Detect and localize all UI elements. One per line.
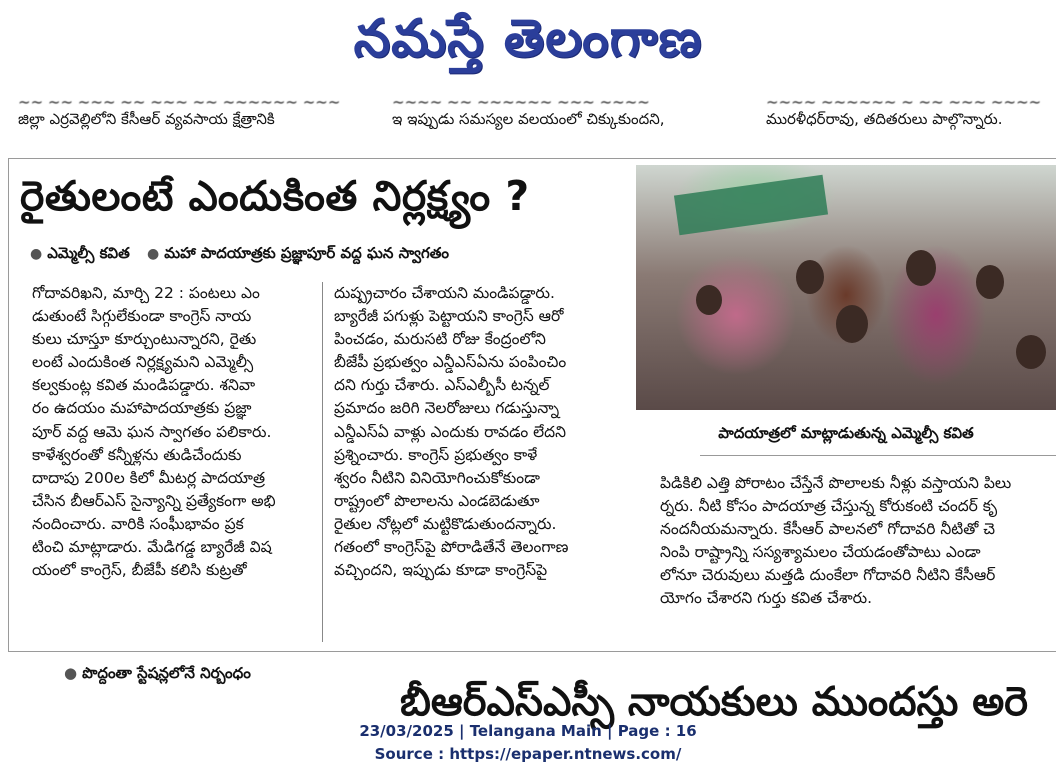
text-line: దాదాపు 200ల కిలో మీటర్ల పాదయాత్ర — [32, 468, 265, 487]
photo-figure — [836, 305, 868, 343]
article-column-1 — [32, 282, 316, 582]
text-line: ఎన్డీఎస్ఏ వాళ్లు ఎందుకు రావడం లేదని — [334, 422, 566, 441]
text-line: యోగం చేశారని గుర్తు కవిత చేశారు. — [660, 589, 873, 608]
photo-figure — [1016, 335, 1046, 369]
text-line: నందనీయమన్నారు. కేసీఆర్ పాలనలో గోదావరి నీటితో చె — [660, 520, 996, 539]
photo-caption: పాదయాత్రలో మాట్లాడుతున్న ఎమ్మెల్సీ కవిత — [718, 424, 974, 442]
photo-figure — [976, 265, 1004, 299]
cut-text-line: ~~ ~~ ~~~ ~~ ~~~ ~~ ~~~~~~ ~~~ — [18, 93, 341, 111]
text-line: రాష్ట్రంలో పొలాలను ఎండబెడుతూ — [334, 491, 540, 510]
text-line: పూర్ వద్ద ఆమె ఘన స్వాగతం పలికారు. — [32, 422, 272, 441]
text-line: ప్రమాదం జరిగి నెలరోజులు గడుస్తున్నా — [334, 399, 560, 418]
text-line: గోదావరిఖని, మార్చి 22 : పంటలు ఎం — [32, 284, 260, 302]
column-divider — [322, 282, 323, 642]
article-photo — [636, 165, 1056, 410]
text-line: టించి మాట్లాడారు. మేడిగడ్డ బ్యారేజీ విష — [32, 538, 272, 557]
footer-edition-info: 23/03/2025 | Telangana Main | Page : 16 — [359, 722, 697, 740]
masthead-title: నమస్తే తెలంగాణ — [353, 8, 703, 69]
subhead-2: మహా పాదయాత్రకు ప్రజ్ఞాపూర్ వద్ద ఘన స్వాగతం — [164, 244, 449, 262]
text-line: డుతుంటే సిగ్గులేకుండా కాంగ్రెస్ నాయ — [32, 307, 252, 326]
caption-divider — [700, 455, 1056, 456]
text-line: లోనూ చెరువులు మత్తడి దుంకేలా గోదావరి నీటిని కేసీఆర్ — [660, 566, 996, 585]
cut-text-line: ~~~~ ~~~~~~ ~ ~~ ~~~ ~~~~ — [766, 93, 1042, 111]
article-column-3 — [660, 472, 1056, 611]
text-line: దని గుర్తు చేశారు. ఎస్ఎల్బీసీ టన్నల్ — [334, 376, 550, 395]
footer-source: Source : https://epaper.ntnews.com/ — [374, 745, 682, 763]
text-line: కల్వకుంట్ల కవిత మండిపడ్డారు. శనివా — [32, 376, 256, 395]
text-line: పించడం, మరుసటి రోజు కేంద్రంలోని — [334, 330, 546, 349]
text-line: కాళేశ్వరంతో కన్నీళ్లను తుడిచేందుకు — [32, 445, 242, 464]
article-subheads — [30, 244, 449, 266]
bullet-icon: ● — [30, 246, 43, 262]
text-line: దుష్ప్రచారం చేశాయని మండిపడ్డారు. — [334, 284, 555, 302]
text-line: యంలో కాంగ్రెస్, బీజేపీ కలిసి కుట్రతో — [32, 561, 247, 580]
next-article-headline: బీఆర్ఎస్ఎస్సీ నాయకులు ముందస్తు అరె — [400, 679, 1029, 725]
text-line: కులు చూస్తూ కూర్చుంటున్నారని, రైతు — [32, 330, 257, 349]
subhead-1: ఎమ్మెల్సీ కవిత — [47, 244, 130, 262]
photo-figure — [906, 250, 936, 286]
text-line: చేసిన బీఆర్ఎస్ సైన్యాన్ని ప్రత్యేకంగా అభి — [32, 491, 276, 510]
masthead — [0, 0, 1056, 90]
text-line: వచ్చిందని, ఇప్పుడు కూడా కాంగ్రెస్‌పై — [334, 561, 548, 580]
article-headline: రైతులంటే ఎందుకింత నిర్లక్ష్యం ? — [20, 172, 530, 220]
next-article-subhead — [64, 664, 251, 686]
bullet-icon: ● — [64, 664, 78, 682]
next-subhead-text: పొద్దంతా స్టేషన్లలోనే నిర్బంధం — [82, 664, 251, 682]
text-line: బీజేపీ ప్రభుత్వం ఎన్డీఎస్ఏను పంపించిం — [334, 353, 567, 372]
top-strip-text: ఇ ఇప్పుడు సమస్యల వలయంలో చిక్కుకుందని, — [392, 110, 665, 128]
text-line: లంటే ఎందుకింత నిర్లక్ష్యమని ఎమ్మెల్సీ — [32, 353, 254, 372]
article-column-2 — [334, 282, 618, 582]
top-strip-col2 — [392, 93, 737, 158]
text-line: నింపి రాష్ట్రాన్ని సస్యశ్యామలం చేయడంతోపాటు ఎండా — [660, 543, 981, 562]
photo-figure — [796, 260, 824, 294]
text-line: నందించారు. వారికి సంఘీభావం ప్రక — [32, 514, 244, 533]
photo-banner — [674, 175, 828, 235]
text-line: రైతుల నోట్లలో మట్టికొడుతుందన్నారు. — [334, 514, 557, 533]
top-strip-text: మురళీధర్‌రావు, తదితరులు పాల్గొన్నారు. — [766, 110, 1003, 128]
text-line: శ్వరం నీటిని వినియోగించుకోకుండా — [334, 468, 540, 487]
text-line: ర్నరు. నీటి కోసం పాదయాత్ర చేస్తున్న కోరుకంటి చందర్ కృ — [660, 497, 998, 516]
cut-text-line: ~~~~ ~~ ~~~~~~ ~~~ ~~~~ — [392, 93, 650, 111]
text-line: బ్యారేజీ పగుళ్లు పెట్టాయని కాంగ్రెస్ ఆరో — [334, 307, 564, 326]
top-strip-col1 — [18, 93, 363, 158]
bullet-icon: ● — [147, 246, 160, 262]
text-line: గతంలో కాంగ్రెస్‌పై పోరాడితేనే తెలంగాణ — [334, 538, 569, 557]
top-strip-col3 — [766, 93, 1056, 158]
photo-figure — [696, 285, 722, 315]
top-strip-text: జిల్లా ఎర్రవెల్లిలోని కేసీఆర్ వ్యవసాయ క్షేత్రానికి — [18, 110, 275, 128]
text-line: ప్రశ్నించారు. కాంగ్రెస్ ప్రభుత్వం కాళే — [334, 445, 538, 464]
text-line: రం ఉదయం మహాపాదయాత్రకు ప్రజ్ఞా — [32, 399, 252, 418]
text-line: పిడికిలి ఎత్తి పోరాటం చేస్తేనే పొలాలకు నీళ్లు వస్తాయని పిలు — [660, 474, 1012, 492]
